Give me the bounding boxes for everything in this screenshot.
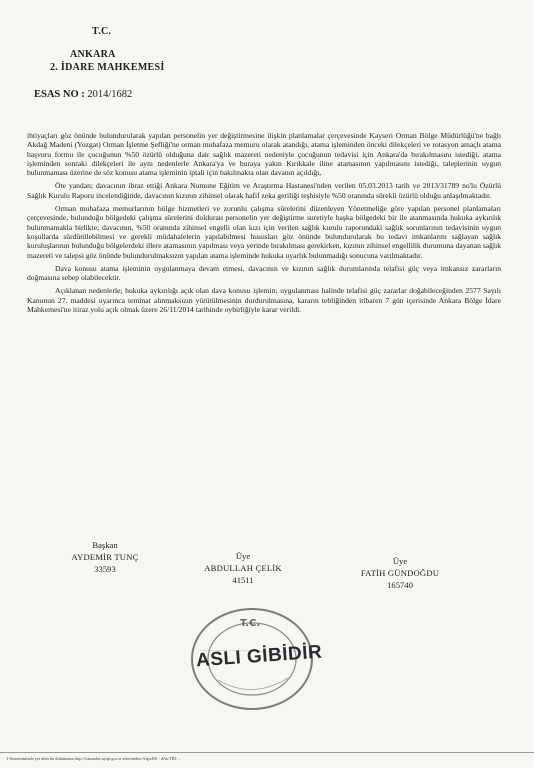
signature-role: Başkan <box>92 540 118 550</box>
header-court: 2. İDARE MAHKEMESİ <box>50 62 165 73</box>
signature-name: AYDEMİR TUNÇ <box>71 552 139 562</box>
case-number-label: ESAS NO : <box>34 89 85 100</box>
signature-role: Üye <box>235 551 251 561</box>
signature-number: 33593 <box>94 564 116 574</box>
header-city: ANKARA <box>70 49 116 60</box>
paragraph-ruling: Açıklanan nedenlerle; hukuka aykırılığı açık olan dava konusu işlemin; uygulanması halinde telafisi güç zararlar doğabileceğinden 2577 Sayılı Kanunun 27. maddesi uyarınca teminat alınmaksızın yürütülmesinin durdurulmasına, kararın tebliğinden itibaren 7 gün içerisinde Ankara Bölge İdare Mahkemesi'ne itiraz yolu açık olmak üzere 26/11/2014 tarihinde oybirliğiyle karar verildi. <box>27 286 501 315</box>
signature-number: 165740 <box>387 580 413 590</box>
signature-member-2 <box>330 555 470 591</box>
decision-body <box>27 131 501 314</box>
signature-role: Üye <box>392 556 408 566</box>
stamp-asli-gibidir: ASLI GİBİDİR <box>195 641 323 672</box>
footer-note: 1-Sistemimizde yer alan bu dokümana http://vatandas.uyap.gov.tr adresinden AlgwR6 - dAtrTH1 ... <box>6 756 182 761</box>
paragraph-medical-report: Öte yandan; davacının ibraz ettiği Ankara Numune Eğitim ve Araştırma Hastanesi'nden verilen 05.03.2013 tarih ve 2013/31789 no'lu Özürlü Sağlık Kurulu Raporu incelendiğinde, davacının kızının zihinsel olarak hafif zeka geriliği teşhisiyle %50 oranında sürekli özürlü olduğu anlaşılmaktadır. <box>27 181 501 200</box>
paragraph-harm: Dava konusu atama işleminin uygulanmaya devam etmesi, davacının ve kızının sağlık durumlarında telafisi güç veya imkansız zararların doğmasına sebep olabilecektir. <box>27 263 501 283</box>
signature-member-1 <box>178 550 308 586</box>
signature-president <box>40 539 170 575</box>
footer-divider <box>0 752 534 753</box>
paragraph-intro: ihtiyaçları göz önünde bulundurularak yapılan personelin yer değiştirmesine ilişkin planlamalar çerçevesinde Kayseri Orman Bölge Müdürlüğü'ne bağlı Akdağ Madeni (Yozgat) Orman İşletme Şefliği'ne orman muhafaza memuru olarak atandığı, atama işleminden önceki dilekçeleri ve rotasyon amaçlı atama başvuru formu ile çocuğunun %50 özürlü olduğuna dair sağlık mazereti nedeniyle çocuğunun tedavisi için Ankara'da bırakılmasını istediği, atama işleminden sonraki dilekçeleri ile aynı nedenlerle Ankara'ya ve buraya yakın Kırıkkale iline atamasının yapılmasını istediği, taleplerinin uygun bulunmaması üzerine de söz konusu atama işleminin iptali için bakılmakta olan davanın açıldığı, <box>27 131 501 178</box>
svg-text:T.C.: T.C. <box>240 618 261 629</box>
header-tc: T.C. <box>92 26 112 37</box>
case-number <box>34 89 132 100</box>
case-number-value: 2014/1682 <box>87 89 133 100</box>
signature-name: FATİH GÜNDOĞDU <box>360 568 440 578</box>
signature-name: ABDULLAH ÇELİK <box>204 563 282 573</box>
signature-number: 41511 <box>232 575 254 585</box>
paragraph-assessment: Orman muhafaza memurlarının bölge hizmetleri ve zorunlu çalışma sürelerini düzenleyen Yönetmeliğe göre yapılan personel planlamaları çerçevesinde, bulunduğu bölgedeki çalışma sürelerini doldurан personelin yer değiştirme suretiyle başka bölgedeki bir ile atanmasında hukuka aykırılık bulunmamakla birlikte; davacının, %50 oranında zihinsel engelli olan kızı için verilen sağlık kurulu raporundaki sağlık sorunlarının tedavisinin uygun koşullarda sürdürülebilmesi ve gerekli müdahalelerin yapılabilmesi hususları göz önünde bulundurularak bu tedavi imkanlarını sağlayan sağlık kuruluşlarının bulunduğu bölgelerdeki illere atamasının yapılması veya yerinde bırakılması gerekirken, kızının zihinsel engellilik durumuna dayanan sağlık mazereti ve talepsi göz önünde bulundurulmaksızın yapılan atama işleminde hukuka uyarlık bulunmadığı sonucuna varılmaktadır. <box>27 204 501 260</box>
